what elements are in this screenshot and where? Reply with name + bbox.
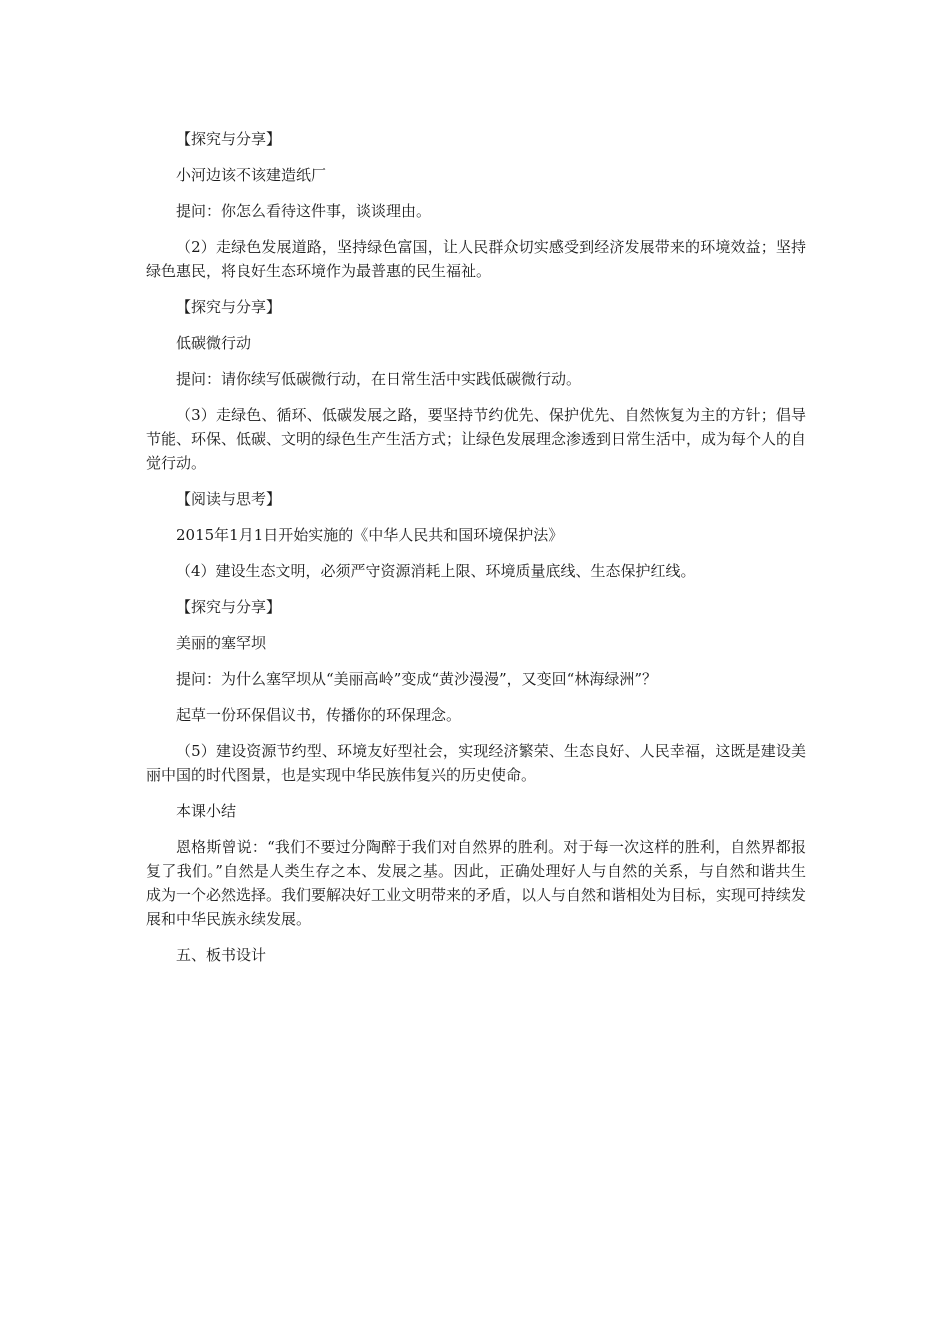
question-text: 提问：为什么塞罕坝从“美丽高岭”变成“黄沙漫漫”，又变回“林海绿洲”？ (176, 670, 658, 688)
task-text: 起草一份环保倡议书，传播你的环保理念。 (176, 706, 462, 724)
summary-heading: 本课小结 (176, 802, 237, 820)
question-text: 提问：请你续写低碳微行动，在日常生活中实践低碳微行动。 (176, 370, 582, 388)
point-4-paragraph: （4）建设生态文明，必须严守资源消耗上限、环境质量底线、生态保护红线。 (176, 562, 696, 580)
law-reference: 2015年1月1日开始实施的《中华人民共和国环境保护法》 (176, 526, 564, 544)
point-3-paragraph: （3）走绿色、循环、低碳发展之路，要坚持节约优先、保护优先、自然恢复为主的方针；倡导节能、环保、低碳、文明的绿色生产生活方式；让绿色发展理念渗透到日常生活中，成为每个人的自觉行动。 (146, 406, 807, 472)
board-design-heading: 五、板书设计 (176, 946, 267, 964)
case-title-paper-mill: 小河边该不该建造纸厂 (176, 166, 327, 184)
summary-paragraph: 恩格斯曾说：“我们不要过分陶醉于我们对自然界的胜利。对于每一次这样的胜利，自然界都报复了我们。”自然是人类生存之本、发展之基。因此，正确处理好人与自然的关系，与自然和谐共生成为一个必然选择。我们要解决好工业文明带来的矛盾，以人与自然和谐相处为目标，实现可持续发展和中华民族永续发展。 (146, 838, 807, 928)
section-heading-explore-share: 【探究与分享】 (176, 298, 282, 316)
point-5-paragraph: （5）建设资源节约型、环境友好型社会，实现经济繁荣、生态良好、人民幸福，这既是建设美丽中国的时代图景，也是实现中华民族伟复兴的历史使命。 (146, 742, 806, 784)
document-body (146, 127, 806, 979)
case-title-low-carbon: 低碳微行动 (176, 334, 252, 352)
case-title-saihanba: 美丽的塞罕坝 (176, 634, 267, 652)
point-2-paragraph: （2）走绿色发展道路，坚持绿色富国，让人民群众切实感受到经济发展带来的环境效益；坚持绿色惠民，将良好生态环境作为最普惠的民生福祉。 (146, 238, 806, 280)
section-heading-explore-share: 【探究与分享】 (176, 598, 282, 616)
question-text: 提问：你怎么看待这件事，谈谈理由。 (176, 202, 432, 220)
section-heading-read-think: 【阅读与思考】 (176, 490, 282, 508)
section-heading-explore-share: 【探究与分享】 (176, 130, 282, 148)
